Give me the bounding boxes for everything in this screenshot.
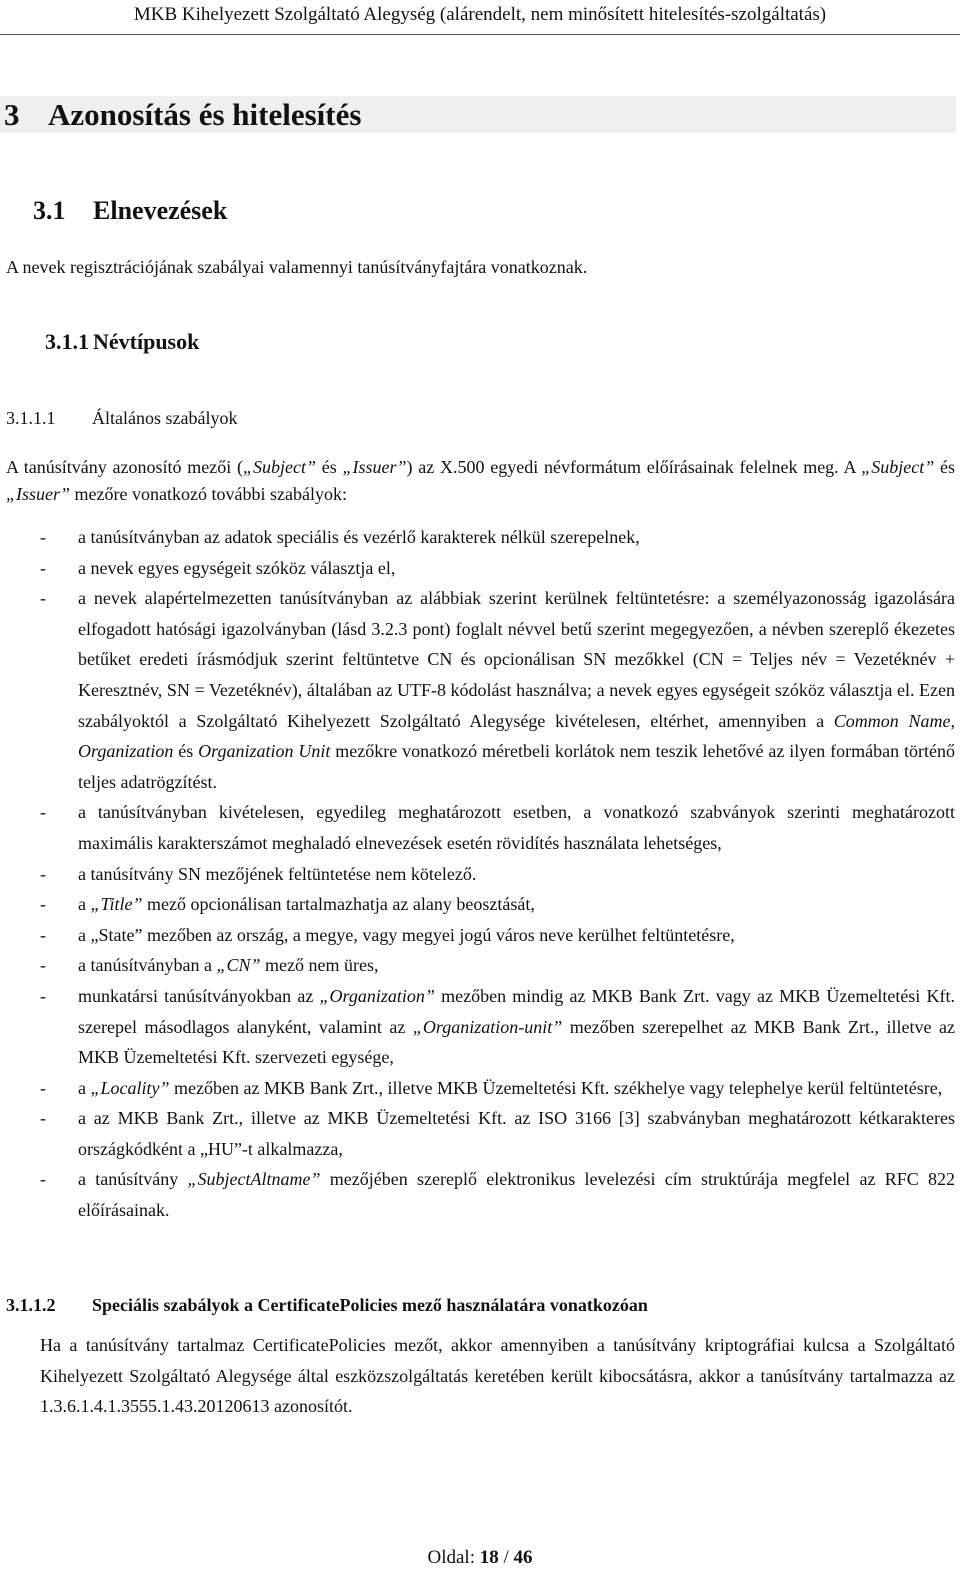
- item-text: a az MKB Bank Zrt., illetve az MKB Üzemeltetési Kft. az ISO 3166 [3] szabványban meghatározott kétkarakteres országkódként a „HU”-t alkalmazza,: [78, 1108, 955, 1159]
- chapter-title: Azonosítás és hitelesítés: [48, 97, 362, 132]
- general-rules-number: 3.1.1.1: [6, 408, 56, 428]
- general-rules-heading: [6, 406, 237, 430]
- list-dash: -: [40, 924, 46, 945]
- item-text: a: [78, 894, 91, 915]
- section-heading: [33, 195, 227, 227]
- item-text: mezőjében szereplő elektronikus levelezési cím struktúrája megfelel az RFC 822 előírásainak.: [78, 1169, 955, 1221]
- field-name: Organization Unit: [198, 741, 331, 762]
- item-text: mező opcionálisan tartalmazhatja az alany beosztását,: [142, 894, 535, 915]
- item-text: a tanúsítvány: [78, 1169, 188, 1190]
- intro-text: A tanúsítvány azonosító mezői (: [6, 457, 243, 477]
- naming-rules-list: [40, 522, 955, 1226]
- footer-separator: /: [503, 1547, 509, 1568]
- footer-label: Oldal:: [427, 1547, 475, 1568]
- issuer-field-name: „Issuer”: [342, 457, 407, 477]
- field-name: „Title”: [90, 894, 143, 915]
- list-dash: -: [40, 955, 46, 976]
- field-name: „CN”: [216, 955, 261, 976]
- field-name: „Organization”: [319, 985, 435, 1006]
- section-number: 3.1: [33, 196, 66, 225]
- item-text: mezőben az MKB Bank Zrt., illetve MKB Üzemeltetési Kft. székhelye vagy telephelye kerül feltüntetésre,: [169, 1077, 943, 1098]
- item-text: a nevek alapértelmezetten tanúsítványban az alábbiak szerint kerülnek feltüntetésre: a személyazonosság igazolására elfogadott hatósági igazolványban (lásd 3.2.3 pont) foglalt névvel betű szerint megegyezően, a névben szereplő ékezetes betűket eredeti írásmódjuk szerint feltüntetve CN és opcionálisan SN mezőkkel (CN = Teljes név = Vezetéknév + Keresztnév, SN = Vezetéknév), általában az UTF-8 kódolást használva; a nevek egyes egységeit szóköz választja el. Ezen szabályoktól a Szolgáltató Kihelyezett Szolgáltató Alegysége kivételesen, eltérhet, amennyiben a: [78, 588, 955, 731]
- item-text: mezőben szerepelhet az MKB Bank Zrt., illetve az MKB Üzemeltetési Kft. szervezeti egysége,: [78, 1016, 955, 1068]
- subsection-title: Névtípusok: [93, 329, 200, 354]
- list-dash: -: [40, 1169, 46, 1190]
- item-text: mező nem üres,: [260, 955, 379, 976]
- item-text: ,: [950, 710, 955, 731]
- subsection-number: 3.1.1: [45, 329, 89, 354]
- item-text: a tanúsítványban kivételesen, egyedileg meghatározott esetben, a vonatkozó szabványok szerinti meghatározott maximális karakterszámot meghaladó elnevezések esetén rövidítés használata lehetséges,: [78, 802, 955, 853]
- section-title: Elnevezések: [93, 196, 228, 225]
- general-rules-intro: [6, 454, 955, 508]
- special-rules-heading: [6, 1293, 648, 1317]
- subsection-heading: [45, 328, 199, 356]
- list-item: [40, 950, 955, 981]
- intro-text: és: [316, 457, 343, 477]
- field-name: „Organization-unit”: [412, 1016, 563, 1037]
- list-item: [40, 553, 955, 584]
- issuer-field-name: „Issuer”: [6, 484, 71, 504]
- footer-page-number: 18: [479, 1547, 499, 1568]
- special-rules-text: Ha a tanúsítvány tartalmaz CertificatePolicies mezőt, akkor amennyiben a tanúsítvány kriptográfiai kulcsa a Szolgáltató Kihelyezett Szolgáltató Alegysége által eszközszolgáltatás keretében került kibocsátásra, akkor a tanúsítvány tartalmazza az 1.3.6.1.4.1.3555.1.43.20120613 azonosítót.: [40, 1335, 955, 1417]
- general-rules-title: Általános szabályok: [92, 408, 238, 428]
- field-name: „SubjectAltname”: [187, 1169, 321, 1190]
- field-name: „Locality”: [90, 1077, 170, 1098]
- list-item: [40, 1164, 955, 1225]
- field-name: Organization: [78, 741, 174, 762]
- list-dash: -: [40, 894, 46, 915]
- item-text: a „State” mezőben az ország, a megye, vagy megyei jogú város neve kerülhet feltüntetésre,: [78, 924, 735, 945]
- intro-text: mezőre vonatkozó további szabályok:: [70, 484, 347, 504]
- intro-text: ) az X.500 egyedi névformátum előírásainak felelnek meg. A: [406, 457, 862, 477]
- list-item: [40, 889, 955, 920]
- chapter-heading: [4, 96, 361, 133]
- item-text: a: [78, 1077, 91, 1098]
- field-name: Common Name: [833, 710, 951, 731]
- intro-text: és: [934, 457, 955, 477]
- item-text: munkatársi tanúsítványokban az: [78, 985, 320, 1006]
- item-text: a tanúsítványban a: [78, 955, 217, 976]
- list-item: [40, 859, 955, 890]
- list-item: [40, 1103, 955, 1164]
- subject-field-name: „Subject”: [242, 457, 316, 477]
- list-dash: -: [40, 1077, 46, 1098]
- chapter-number: 3: [4, 97, 20, 132]
- item-text: és: [173, 741, 199, 762]
- item-text: mezőben mindig az MKB Bank Zrt. vagy az MKB Üzemeltetési Kft. szerepel másodlagos alanyként, valamint az: [78, 985, 956, 1037]
- special-rules-number: 3.1.1.2: [6, 1295, 56, 1315]
- list-dash: -: [40, 985, 46, 1006]
- section-intro: A nevek regisztrációjának szabályai valamennyi tanúsítványfajtára vonatkoznak.: [6, 257, 588, 277]
- list-dash: -: [40, 527, 46, 547]
- list-item: [40, 920, 955, 951]
- item-text: a tanúsítvány SN mezőjének feltüntetése nem kötelező.: [78, 863, 477, 884]
- item-text: a nevek egyes egységeit szóköz választja el,: [78, 557, 396, 578]
- footer-total-pages: 46: [513, 1547, 533, 1568]
- item-text: mezőkre vonatkozó méretbeli korlátok nem teszik lehetővé az ilyen formában történő teljes adatrögzítést.: [78, 741, 955, 792]
- list-item: [40, 522, 955, 553]
- page-footer: [0, 1546, 960, 1570]
- list-item: [40, 1073, 955, 1104]
- page-header: [0, 0, 960, 35]
- list-dash: -: [40, 802, 46, 823]
- header-title: MKB Kihelyezett Szolgáltató Alegység (alárendelt, nem minősített hitelesítés-szolgáltatás): [133, 4, 827, 25]
- list-item: [40, 583, 955, 797]
- list-item: [40, 797, 955, 858]
- list-item: [40, 981, 955, 1073]
- special-rules-title: Speciális szabályok a CertificatePolicies mező használatára vonatkozóan: [92, 1295, 648, 1315]
- subject-field-name: „Subject”: [861, 457, 935, 477]
- list-dash: -: [40, 588, 46, 609]
- list-dash: -: [40, 1108, 46, 1129]
- list-dash: -: [40, 557, 46, 578]
- list-dash: -: [40, 863, 46, 884]
- item-text: a tanúsítványban az adatok speciális és vezérlő karakterek nélkül szerepelnek,: [78, 527, 640, 547]
